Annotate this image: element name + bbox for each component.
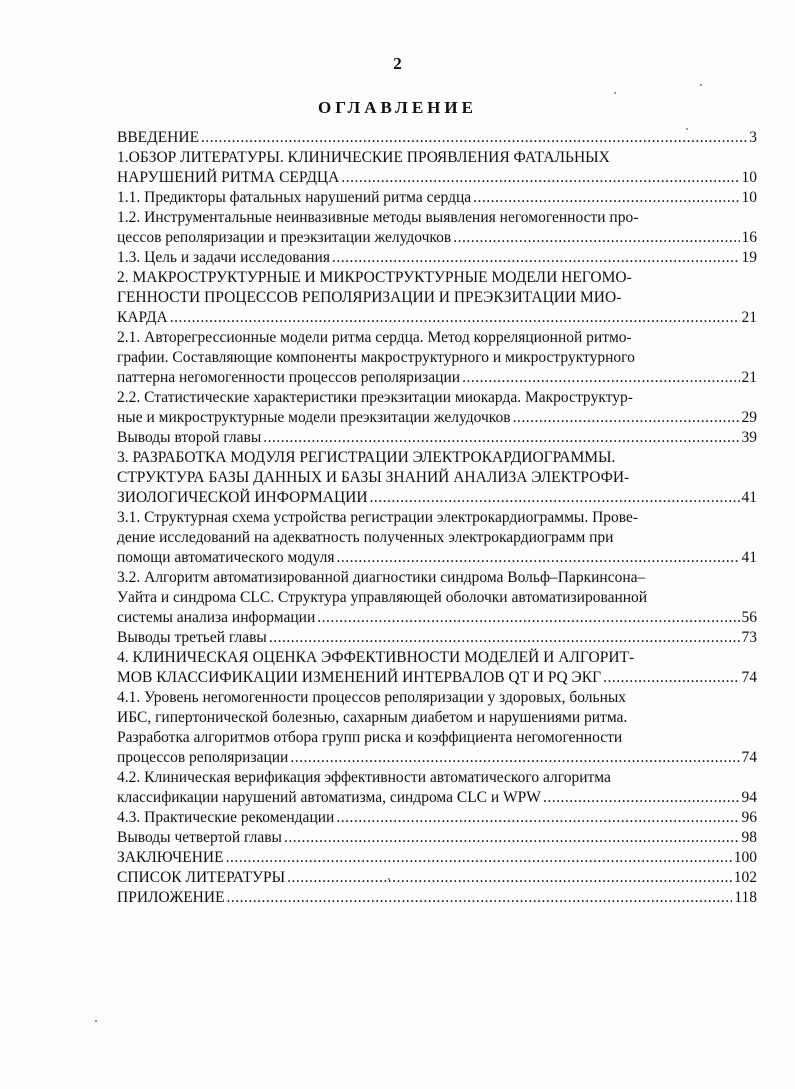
toc-page-number: 41	[741, 489, 757, 506]
toc-entry-s41	[117, 688, 757, 768]
toc-entry-text: МОВ КЛАССИФИКАЦИИ ИЗМЕНЕНИЙ ИНТЕРВАЛОВ QT И PQ ЭКГ	[117, 669, 602, 686]
toc-entry-last-line	[117, 248, 757, 268]
scan-speck	[614, 92, 616, 94]
toc-entry-text: ЗАКЛЮЧЕНИЕ	[117, 849, 224, 866]
toc-entry-last-line	[117, 608, 757, 628]
toc-entry-ch1	[117, 148, 757, 188]
toc-entry-c2	[117, 428, 757, 448]
toc-entry-last-line	[117, 408, 757, 428]
dot-leader	[269, 628, 740, 648]
toc-entry-text: ные и микроструктурные модели преэкзитации желудочков	[117, 409, 511, 426]
toc-entry-line: дение исследований на адекватность полученных электрокардиограмм при	[117, 529, 614, 546]
toc-page-number: 94	[741, 789, 757, 806]
toc-entry-line: 2. МАКРОСТРУКТУРНЫЕ И МИКРОСТРУКТУРНЫЕ МОДЕЛИ НЕГОМО-	[117, 269, 632, 286]
toc-entry-app	[117, 888, 757, 908]
toc-entry-last-line	[117, 888, 757, 908]
toc-entry-s12	[117, 208, 757, 248]
dot-leader	[543, 788, 740, 808]
toc-page-number: 41	[741, 549, 757, 566]
toc-page-number: 96	[741, 809, 757, 826]
toc-entry-last-line	[117, 368, 757, 388]
dot-leader	[201, 128, 747, 148]
toc-page-number: 29	[741, 409, 757, 426]
dot-leader	[170, 308, 740, 328]
toc-page-number: 100	[733, 849, 757, 866]
toc-entry-text: цессов реполяризации и преэкзитации желудочков	[117, 229, 452, 246]
dot-leader	[341, 168, 739, 188]
toc-page-number: 74	[741, 669, 757, 686]
dot-leader	[603, 668, 739, 688]
toc-entry-last-line	[117, 128, 757, 148]
toc-entry-s21	[117, 328, 757, 388]
toc-entry-line: 3.1. Структурная схема устройства регистрации электрокардиограммы. Прове-	[117, 509, 639, 526]
toc-entry-ch3	[117, 448, 757, 508]
toc-entry-line: Уайта и синдрома CLC. Структура управляющей оболочки автоматизированной	[117, 589, 648, 606]
toc-entry-text: Выводы четвертой главы	[117, 829, 282, 846]
dot-leader	[462, 368, 739, 388]
toc-entry-text: процессов реполяризации	[117, 749, 289, 766]
dot-leader	[226, 848, 732, 868]
toc-entry-last-line	[117, 228, 757, 248]
scan-speck	[95, 1020, 97, 1022]
toc-entry-text: ВВЕДЕНИЕ	[117, 129, 200, 146]
toc-page-number: 3	[749, 129, 757, 146]
dot-leader	[332, 248, 740, 268]
toc-entry-line: 1.ОБЗОР ЛИТЕРАТУРЫ. КЛИНИЧЕСКИЕ ПРОЯВЛЕНИЯ ФАТАЛЬНЫХ	[117, 149, 610, 166]
toc-page-number: 16	[741, 229, 757, 246]
dot-leader	[263, 428, 739, 448]
toc-entry-last-line	[117, 628, 757, 648]
toc-entry-s32	[117, 568, 757, 628]
toc-entry-line: 2.1. Авторегрессионные модели ритма сердца. Метод корреляционной ритмо-	[117, 329, 632, 346]
toc-entry-text: НАРУШЕНИЙ РИТМА СЕРДЦА	[117, 169, 340, 186]
toc-entry-s22	[117, 388, 757, 428]
scan-speck	[700, 84, 702, 86]
toc-title: ОГЛАВЛЕНИЕ	[318, 98, 477, 117]
toc-entry-line: графии. Составляющие компоненты макроструктурного и микроструктурного	[117, 349, 635, 366]
toc-entry-last-line	[117, 808, 757, 828]
toc-entry-last-line	[117, 168, 757, 188]
toc-page-number: 21	[741, 309, 757, 326]
toc-page-number: 39	[741, 429, 757, 446]
toc-entry-last-line	[117, 488, 757, 508]
toc-entry-text: ЗИОЛОГИЧЕСКОЙ ИНФОРМАЦИИ	[117, 489, 368, 506]
scan-speck	[686, 128, 688, 130]
toc-entry-last-line	[117, 668, 757, 688]
dot-leader	[336, 808, 739, 828]
dot-leader	[317, 608, 739, 628]
toc-entry-text: паттерна негомогенности процессов реполяризации	[117, 369, 461, 386]
toc-entry-concl	[117, 848, 757, 868]
toc-entry-line: СТРУКТУРА БАЗЫ ДАННЫХ И БАЗЫ ЗНАНИЙ АНАЛИЗА ЭЛЕКТРОФИ-	[117, 469, 630, 486]
toc-entry-text: классификации нарушений автоматизма, синдрома CLC и WPW	[117, 789, 541, 806]
toc-entry-text: ПРИЛОЖЕНИЕ	[117, 889, 225, 906]
toc-entry-s43	[117, 808, 757, 828]
dot-leader	[284, 828, 740, 848]
toc-entry-text: Выводы второй главы	[117, 429, 262, 446]
toc-entry-ch2	[117, 268, 757, 328]
toc-entry-text: СПИСОК ЛИТЕРАТУРЫ	[117, 869, 286, 886]
toc-entry-s42	[117, 768, 757, 808]
toc-entry-line: 3.2. Алгоритм автоматизированной диагностики синдрома Вольф–Паркинсона–	[117, 569, 646, 586]
table-of-contents	[117, 128, 757, 908]
page-number: 2	[393, 54, 402, 73]
dot-leader	[513, 408, 740, 428]
toc-entry-line: 1.2. Инструментальные неинвазивные методы выявления негомогенности про-	[117, 209, 639, 226]
dot-leader	[290, 748, 739, 768]
toc-entry-line: 3. РАЗРАБОТКА МОДУЛЯ РЕГИСТРАЦИИ ЭЛЕКТРОКАРДИОГРАММЫ.	[117, 449, 616, 466]
toc-page-number: 98	[741, 829, 757, 846]
dot-leader	[473, 188, 739, 208]
toc-page-number: 21	[741, 369, 757, 386]
toc-entry-text: 1.3. Цель и задачи исследования	[117, 249, 330, 266]
toc-entry-text: 4.3. Практические рекомендации	[117, 809, 335, 826]
toc-entry-text: КАРДА	[117, 309, 168, 326]
toc-entry-text: помощи автоматического модуля	[117, 549, 335, 566]
toc-page-number: 10	[741, 189, 757, 206]
toc-entry-text: системы анализа информации	[117, 609, 316, 626]
toc-entry-ch4	[117, 648, 757, 688]
dot-leader	[453, 228, 739, 248]
toc-entry-line: ГЕННОСТИ ПРОЦЕССОВ РЕПОЛЯРИЗАЦИИ И ПРЕЭКЗИТАЦИИ МИО-	[117, 289, 622, 306]
toc-entry-last-line	[117, 828, 757, 848]
toc-entry-text: 1.1. Предикторы фатальных нарушений ритма сердца	[117, 189, 472, 206]
toc-page-number: 73	[741, 629, 757, 646]
toc-entry-text: Выводы третьей главы	[117, 629, 267, 646]
dot-leader	[287, 868, 732, 888]
toc-entry-last-line	[117, 548, 757, 568]
toc-entry-last-line	[117, 188, 757, 208]
dot-leader	[370, 488, 740, 508]
toc-entry-s11	[117, 188, 757, 208]
toc-entry-s31	[117, 508, 757, 568]
dot-leader	[336, 548, 739, 568]
toc-page-number: 56	[741, 609, 757, 626]
toc-entry-last-line	[117, 788, 757, 808]
toc-entry-last-line	[117, 748, 757, 768]
toc-entry-c3	[117, 628, 757, 648]
toc-entry-s13	[117, 248, 757, 268]
toc-entry-line: 4.2. Клиническая верификация эффективности автоматического алгоритма	[117, 769, 611, 786]
toc-entry-last-line	[117, 308, 757, 328]
toc-page-number: 19	[741, 249, 757, 266]
toc-page-number: 118	[734, 889, 757, 906]
toc-entry-line: Разработка алгоритмов отбора групп риска и коэффициента негомогенности	[117, 729, 623, 746]
toc-page-number: 102	[733, 869, 757, 886]
toc-entry-line: 4. КЛИНИЧЕСКАЯ ОЦЕНКА ЭФФЕКТИВНОСТИ МОДЕЛЕЙ И АЛГОРИТ-	[117, 649, 635, 666]
toc-entry-line: 4.1. Уровень негомогенности процессов реполяризации у здоровых, больных	[117, 689, 627, 706]
toc-page-number: 74	[741, 749, 757, 766]
toc-entry-line: 2.2. Статистические характеристики преэкзитации миокарда. Макрострyктур-	[117, 389, 633, 406]
dot-leader	[227, 888, 733, 908]
toc-entry-last-line	[117, 428, 757, 448]
toc-page-number: 10	[741, 169, 757, 186]
toc-entry-refs	[117, 868, 757, 888]
toc-entry-last-line	[117, 868, 757, 888]
scan-speck	[388, 878, 390, 880]
toc-entry-last-line	[117, 848, 757, 868]
toc-entry-c4	[117, 828, 757, 848]
toc-entry-line: ИБС, гипертонической болезнью, сахарным диабетом и нарушениями ритма.	[117, 709, 628, 726]
toc-entry-intro	[117, 128, 757, 148]
